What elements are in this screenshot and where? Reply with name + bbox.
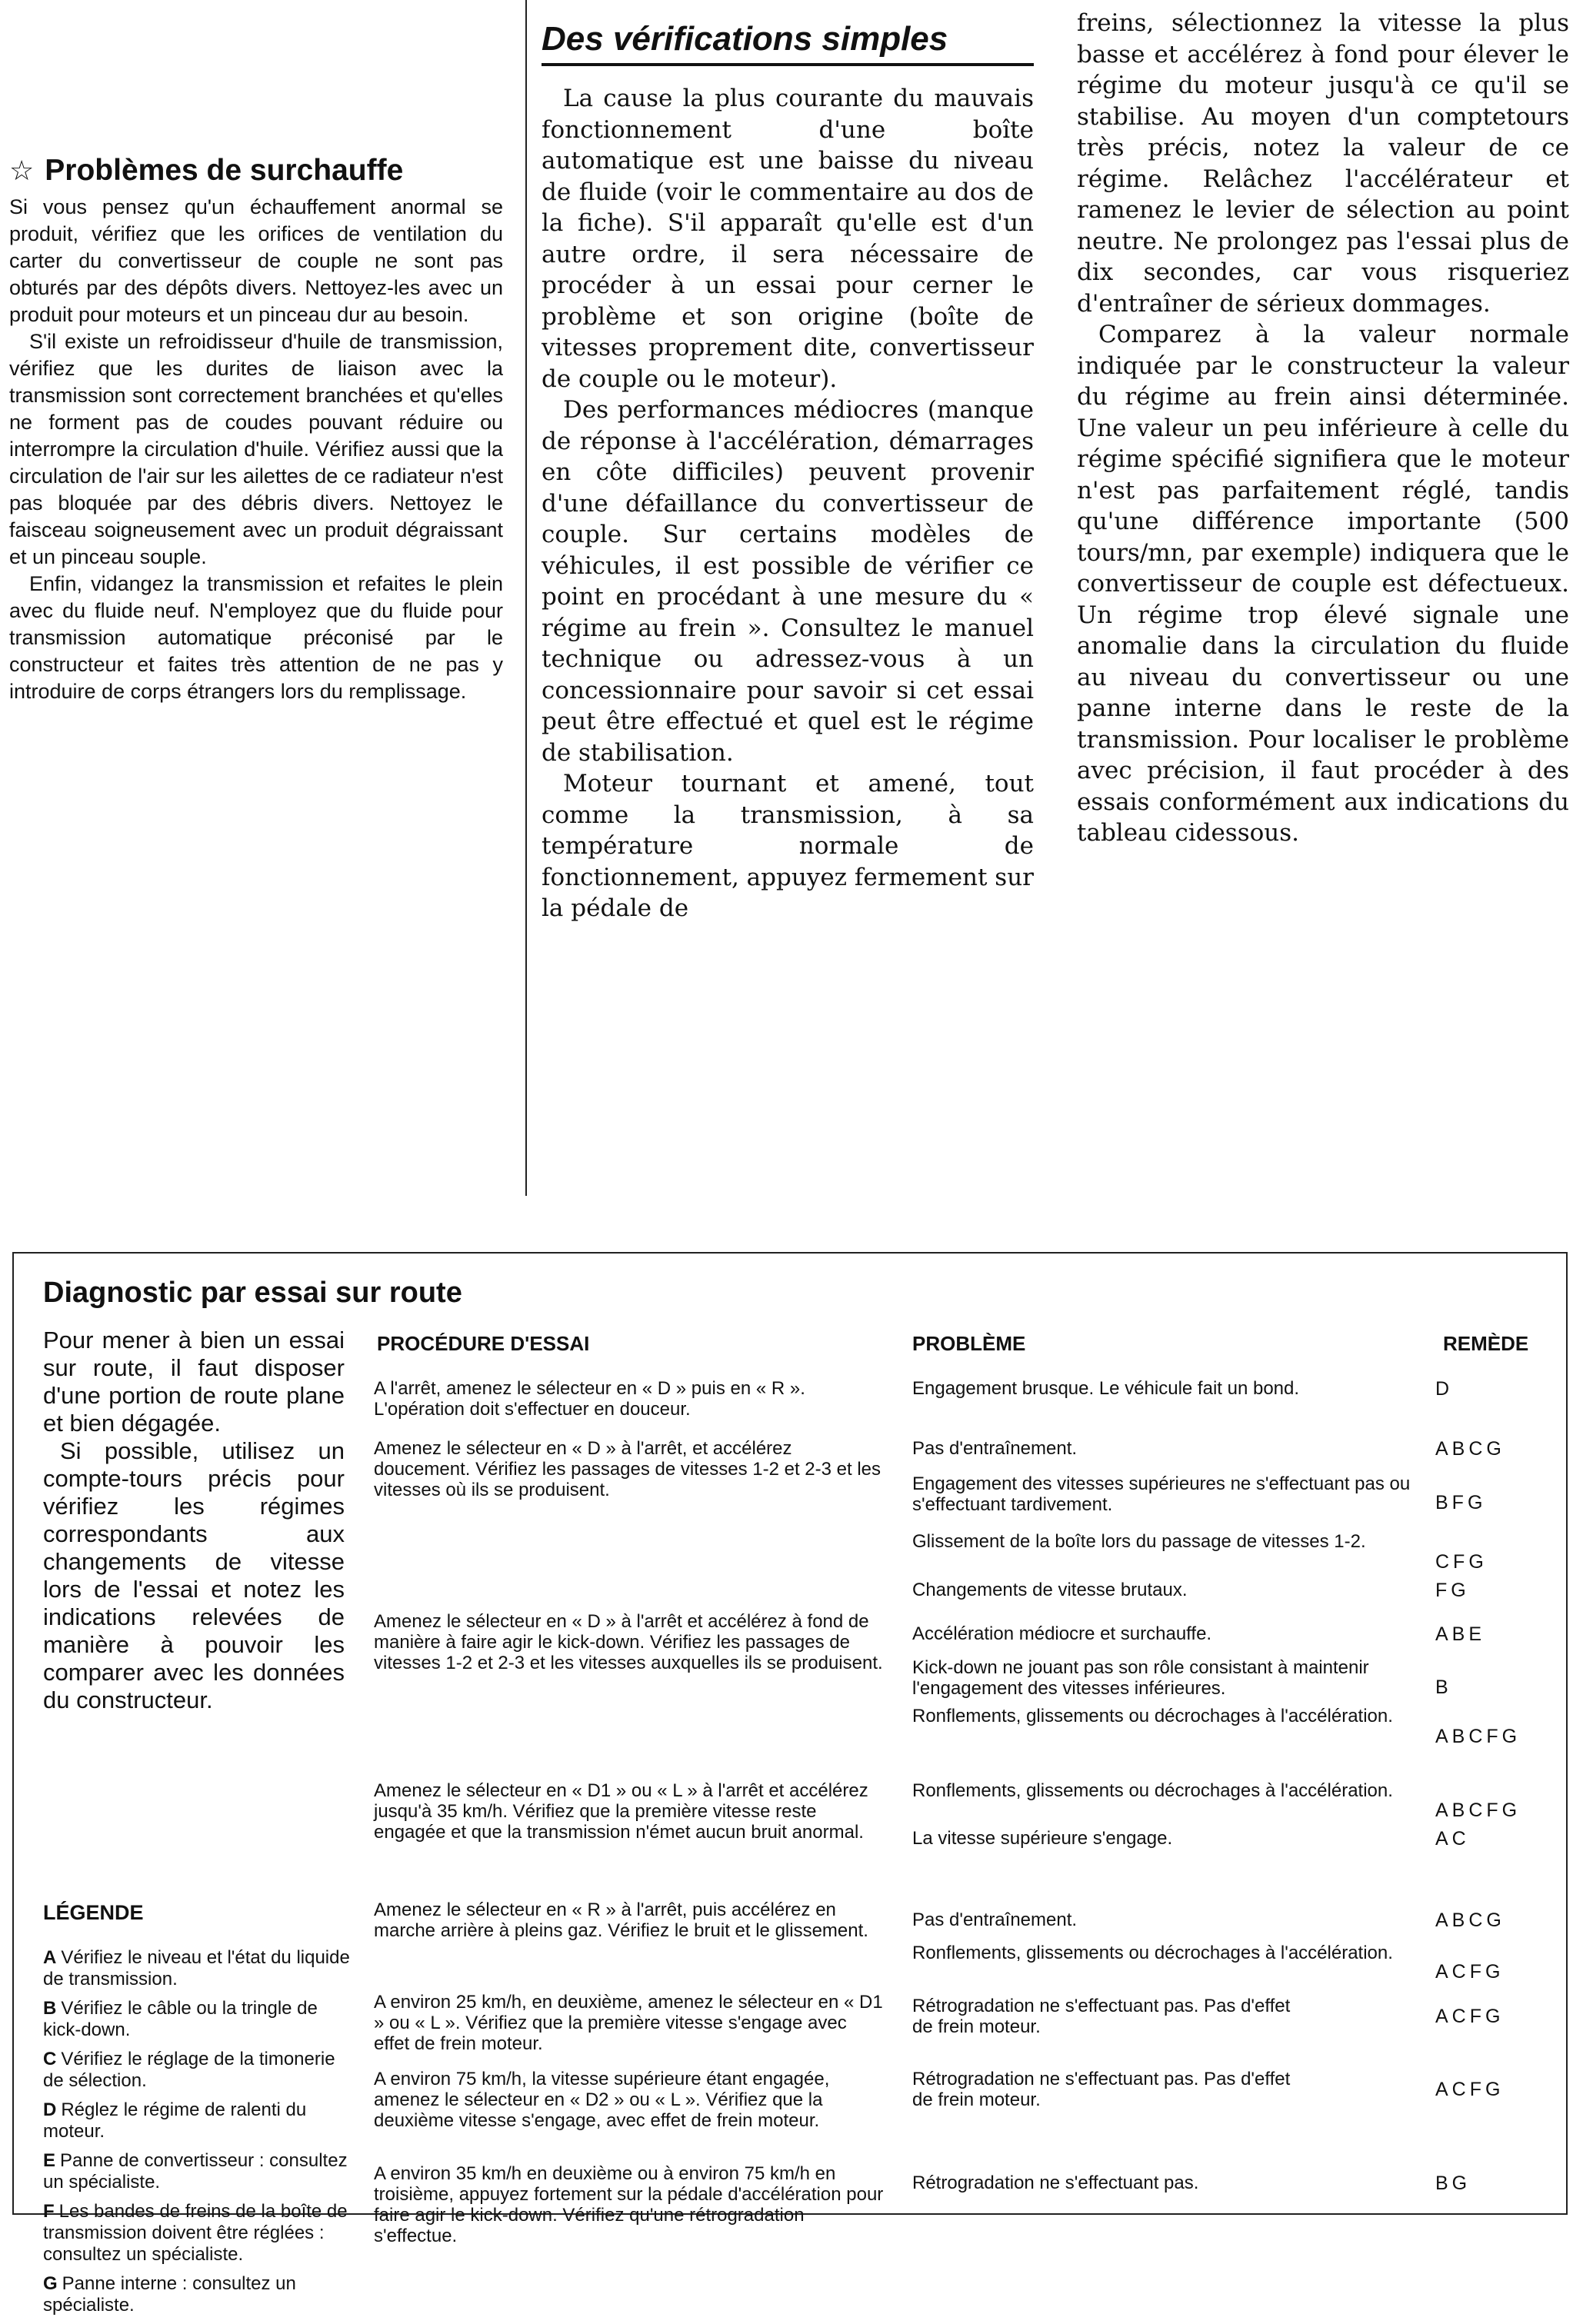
problem-cell: Accélération médiocre et surchauffe.	[912, 1623, 1212, 1644]
simple-checks-continued	[1077, 8, 1569, 849]
problem-cell: Pas d'entraînement.	[912, 1909, 1078, 1930]
problem-cell: La vitesse supérieure s'engage.	[912, 1828, 1173, 1849]
legend-text: Les bandes de freins de la boîte de transmission doivent être réglées : consultez un spécialiste.	[43, 2201, 348, 2265]
problem-column-header: PROBLÈME	[912, 1332, 1026, 1355]
remedy-cell: ACFG	[1435, 2006, 1505, 2027]
overheating-heading	[9, 154, 503, 188]
remedy-cell: FG	[1435, 1580, 1470, 1601]
problem-cell: Ronflements, glissements ou décrochages à l'accélération.	[912, 1943, 1393, 1963]
overheating-paragraph: Si vous pensez qu'un échauffement anormal se produit, vérifiez que les orifices de ventilation du carter du convertisseur de couple ne sont pas obturés par des dépôts divers. Nettoyez-les avec un produit pour moteurs et un pinceau dur au besoin.	[9, 195, 503, 326]
diagnostic-table-box	[12, 1252, 1568, 2316]
legend-letter: D	[43, 2099, 57, 2120]
problem-cell: Ronflements, glissements ou décrochages à l'accélération.	[912, 1706, 1393, 1726]
overheating-title: Problèmes de surchauffe	[45, 154, 404, 187]
body-paragraph: Des performances médiocres (manque de réponse à l'accélération, démarrages en côte difficiles) peuvent provenir d'une défaillance du convertisseur de couple. Sur certains modèles de véhicules, il est possible de vérifier ce point en procédant à une mesure du « régime au frein ». Consultez le manuel technique ou adressez-vous à un concessionnaire pour savoir si cet essai peut être effectué et quel est le régime de stabilisation.	[542, 396, 1034, 767]
legend-letter: A	[43, 1947, 57, 1968]
legend-letter: C	[43, 2049, 57, 2069]
legend-text: Panne interne : consultez un spécialiste.	[43, 2273, 296, 2316]
legend-letter: E	[43, 2150, 56, 2171]
remedy-cell: ACFG	[1435, 1961, 1505, 1983]
legend-item	[43, 1947, 355, 1990]
remedy-cell: ACFG	[1435, 2079, 1505, 2100]
problem-cell: Rétrogradation ne s'effectuant pas. Pas d'effet de frein moteur.	[912, 2069, 1291, 2110]
problem-cell: Rétrogradation ne s'effectuant pas.	[912, 2173, 1199, 2193]
problem-cell: Engagement brusque. Le véhicule fait un bond.	[912, 1378, 1300, 1399]
simple-checks-section	[542, 20, 1034, 924]
remedy-cell: ABCG	[1435, 1438, 1505, 1460]
column-divider	[525, 0, 527, 1196]
procedure-cell: A environ 75 km/h, la vitesse supérieure étant engagée, amenez le sélecteur en « D2 » ou « L ». Vérifiez que la deuxième vitesse s'engage, avec effet de frein moteur.	[374, 2069, 830, 2131]
legend-text: Vérifiez le niveau et l'état du liquide de transmission.	[43, 1947, 350, 1989]
simple-checks-title: Des vérifications simples	[542, 20, 1034, 66]
intro-paragraph: Si possible, utilisez un compte-tours précis pour vérifiez les régimes correspondants aux changements de vitesse lors de l'essai et notez les indications relevées de manière à pouvoir les comparer avec les données du constructeur.	[43, 1437, 345, 1713]
legend-letter: G	[43, 2273, 58, 2294]
body-paragraph: Moteur tournant et amené, tout comme la transmission, à sa température normale de fonctionnement, appuyez fermement sur la pédale de	[542, 770, 1034, 922]
diagnostic-intro	[43, 1327, 345, 1714]
body-paragraph: freins, sélectionnez la vitesse la plus basse et accélérez à fond pour élever le régime du moteur jusqu'à ce qu'il se stabilise. Au moyen d'un comptetours très précis, notez la valeur de ce régime. Relâchez l'accélérateur et ramenez le levier de sélection au point neutre. Ne prolongez pas l'essai plus de dix secondes, car vous risqueriez d'entraîner de sérieux dommages.	[1077, 9, 1569, 318]
legend-item	[43, 2049, 355, 2092]
remedy-column-header: REMÈDE	[1443, 1332, 1529, 1355]
procedure-cell: Amenez le sélecteur en « D » à l'arrêt et accélérez à fond de manière à faire agir le kick-down. Vérifiez les passages de vitesses 1-2 et 2-3 et les vitesses auxquelles ils se produisent.	[374, 1611, 883, 1673]
procedure-cell: A environ 35 km/h en deuxième ou à environ 75 km/h en troisième, appuyez fortement sur la pédale d'accélération pour faire agir le kick-down. Vérifiez qu'une rétrogradation s'effectue.	[374, 2163, 884, 2246]
body-paragraph: La cause la plus courante du mauvais fonctionnement d'une boîte automatique est une baisse du niveau de fluide (voir le commentaire au dos de la fiche). S'il apparaît qu'elle est d'un autre ordre, il sera nécessaire de procéder à un essai pour cerner le problème et son origine (boîte de vitesses proprement dite, convertisseur de couple ou le moteur).	[542, 85, 1034, 393]
overheating-paragraph: S'il existe un refroidisseur d'huile de transmission, vérifiez que les durites de liaison avec la transmission sont correctement branchées et qu'elles ne forment pas de coudes pouvant réduire ou interrompre la circulation d'huile. Vérifiez aussi que la circulation de l'air sur les ailettes de ce radiateur n'est pas bloquée par des débris divers. Nettoyez le faisceau soigneusement avec un produit dégraissant et un pinceau souple.	[9, 330, 503, 568]
legend-item	[43, 2099, 355, 2143]
body-paragraph: Comparez à la valeur normale indiquée par le constructeur la valeur du régime au frein ainsi déterminée. Une valeur un peu inférieure à celle du régime spécifié signifiera que le moteur n'est pas parfaitement réglé, tandis qu'une différence importante (500 tours/mn, par exemple) indiquera que le convertisseur de couple est défectueux. Un régime trop élevé signale une anomalie dans la circulation du fluide au niveau du convertisseur ou une panne interne dans le reste de la transmission. Pour localiser le problème avec précision, il faut procéder à des essais conformément aux indications du tableau cidessous.	[1077, 321, 1569, 847]
diagnostic-title: Diagnostic par essai sur route	[43, 1277, 462, 1309]
problem-cell: Rétrogradation ne s'effectuant pas. Pas d'effet de frein moteur.	[912, 1996, 1291, 2037]
problem-cell: Glissement de la boîte lors du passage de vitesses 1-2.	[912, 1531, 1366, 1552]
remedy-cell: BFG	[1435, 1492, 1487, 1513]
problem-cell: Changements de vitesse brutaux.	[912, 1580, 1188, 1600]
remedy-cell: ABCFG	[1435, 1726, 1521, 1747]
remedy-cell: B	[1435, 1676, 1452, 1698]
legend-letter: B	[43, 1998, 57, 2019]
remedy-cell: D	[1435, 1378, 1454, 1400]
remedy-cell: ABCFG	[1435, 1800, 1521, 1821]
remedy-cell: CFG	[1435, 1551, 1488, 1573]
legend-text: Vérifiez le câble ou la tringle de kick-down.	[43, 1998, 318, 2040]
remedy-cell: BG	[1435, 2173, 1471, 2194]
procedure-cell: Amenez le sélecteur en « D1 » ou « L » à l'arrêt et accélérez jusqu'à 35 km/h. Vérifiez que la première vitesse reste engagée et que la transmission n'émet aucun bruit anormal.	[374, 1780, 868, 1843]
legend-text: Vérifiez le réglage de la timonerie de sélection.	[43, 2049, 335, 2091]
procedure-cell: A l'arrêt, amenez le sélecteur en « D » puis en « R ». L'opération doit s'effectuer en douceur.	[374, 1378, 805, 1420]
legend-text: Réglez le régime de ralenti du moteur.	[43, 2099, 307, 2142]
procedure-cell: A environ 25 km/h, en deuxième, amenez le sélecteur en « D1 » ou « L ». Vérifiez que la première vitesse s'engage avec effet de frein moteur.	[374, 1992, 883, 2054]
legend-title: LÉGENDE	[43, 1901, 144, 1924]
intro-paragraph: Pour mener à bien un essai sur route, il faut disposer d'une portion de route plane et bien dégagée.	[43, 1327, 345, 1437]
problem-cell: Kick-down ne jouant pas son rôle consistant à maintenir l'engagement des vitesses inférieures.	[912, 1657, 1369, 1699]
problem-cell: Pas d'entraînement.	[912, 1438, 1078, 1459]
legend-text: Panne de convertisseur : consultez un spécialiste.	[43, 2150, 348, 2192]
remedy-cell: ABCG	[1435, 1909, 1505, 1931]
remedy-cell: AC	[1435, 1828, 1470, 1850]
problem-cell: Ronflements, glissements ou décrochages à l'accélération.	[912, 1780, 1393, 1801]
star-icon: ☆	[9, 155, 35, 186]
procedure-column-header: PROCÉDURE D'ESSAI	[377, 1332, 590, 1355]
simple-checks-body	[542, 83, 1034, 924]
overheating-paragraph: Enfin, vidangez la transmission et refaites le plein avec du fluide neuf. N'employez que du fluide pour transmission automatique préconisé par le constructeur et faites très attention de ne pas y introduire de corps étrangers lors du remplissage.	[9, 572, 503, 703]
overheating-section	[9, 154, 503, 705]
procedure-cell: Amenez le sélecteur en « D » à l'arrêt, et accélérez doucement. Vérifiez les passages de vitesses 1-2 et 2-3 et les vitesses où ils se produisent.	[374, 1438, 881, 1500]
problem-cell: Engagement des vitesses supérieures ne s'effectuant pas ou s'effectuant tardivement.	[912, 1473, 1411, 1515]
legend-item	[43, 2201, 355, 2266]
remedy-cell: ABE	[1435, 1623, 1486, 1645]
legend-list	[43, 1947, 355, 2324]
procedure-cell: Amenez le sélecteur en « R » à l'arrêt, puis accélérez en marche arrière à pleins gaz. Vérifiez le bruit et le glissement.	[374, 1899, 868, 1941]
legend-letter: F	[43, 2201, 55, 2222]
legend-item	[43, 2150, 355, 2193]
legend-item	[43, 2273, 355, 2316]
legend-item	[43, 1998, 355, 2041]
